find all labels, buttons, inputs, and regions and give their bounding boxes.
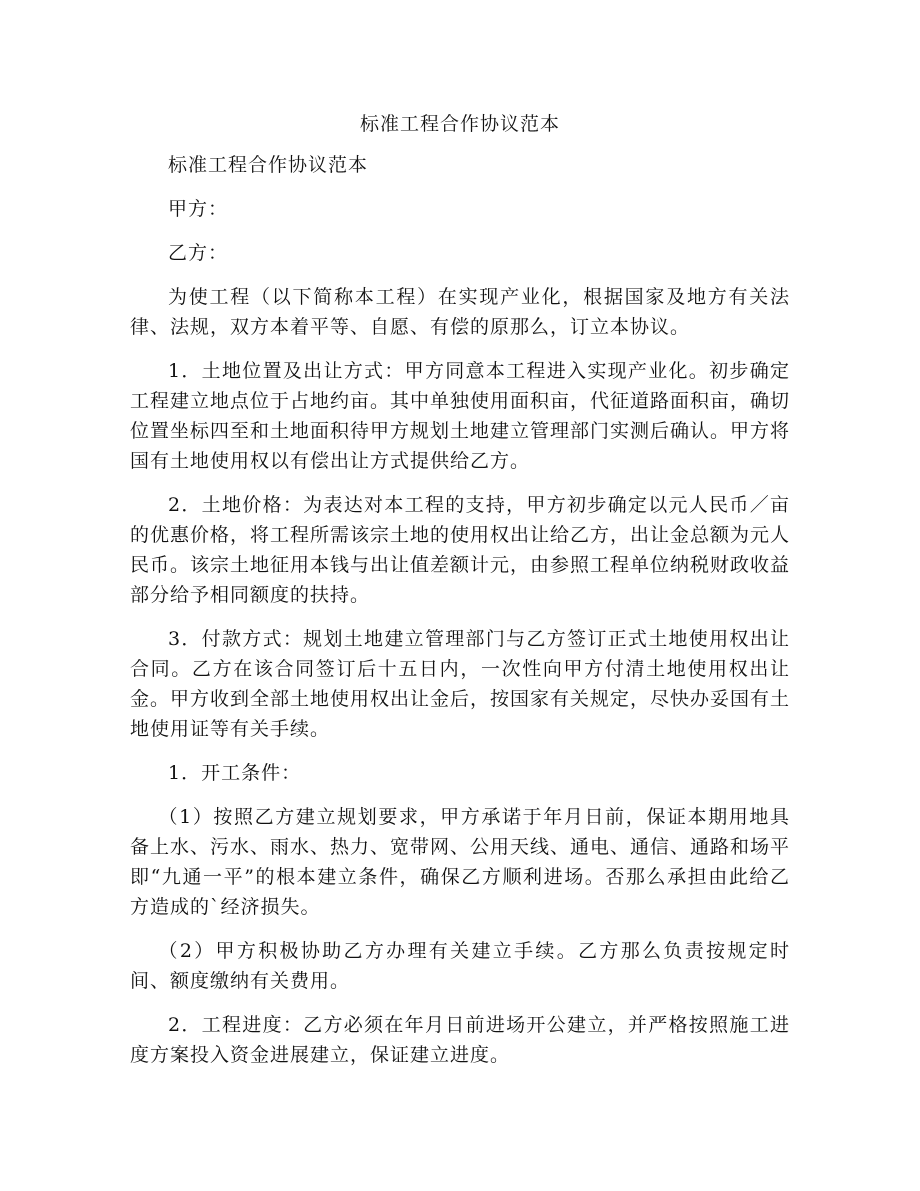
clause-progress: 2．工程进度：乙方必须在年月日前进场开公建立，并严格按照施工进度方案投入资金进展建立，保证建立进度。	[130, 1014, 790, 1066]
clause-payment: 3．付款方式：规划土地建立管理部门与乙方签订正式土地使用权出让合同。乙方在该合同签订后十五日内，一次性向甲方付清土地使用权出让金。甲方收到全部土地使用权出让金后，按国家有关规定，尽快办妥国有土地使用证等有关手续。	[130, 628, 791, 740]
party-a-line: 甲方：	[168, 198, 229, 220]
clause-start-conditions-2: （2）甲方积极协助乙方办理有关建立手续。乙方那么负责按规定时间、额度缴纳有关费用。	[130, 940, 790, 992]
clause-land-price: 2．土地价格：为表达对本工程的支持，甲方初步确定以元人民币／亩的优惠价格，将工程所需该宗土地的使用权出让给乙方，出让金总额为元人民币。该宗土地征用本钱与出让值差额计元，由参照工程单位纳税财政收益部分给予相同额度的扶持。	[130, 494, 791, 606]
clause-start-conditions-1: （1）按照乙方建立规划要求，甲方承诺于年月日前，保证本期用地具备上水、污水、雨水、热力、宽带网、公用天线、通电、通信、通路和场平即“九通一平”的根本建立条件，确保乙方顺利进场。否那么承担由此给乙方造成的`经济损失。	[130, 806, 791, 918]
clause-land-location: 1．土地位置及出让方式：甲方同意本工程进入实现产业化。初步确定工程建立地点位于占地约亩。其中单独使用面积亩，代征道路面积亩，确切位置坐标四至和土地面积待甲方规划土地建立管理部门实测后确认。甲方将国有土地使用权以有偿出让方式提供给乙方。	[130, 360, 791, 472]
party-b-line: 乙方：	[168, 242, 229, 264]
document-title: 标准工程合作协议范本	[359, 113, 560, 135]
subtitle-paragraph: 标准工程合作协议范本	[168, 154, 369, 176]
clause-start-conditions: 1．开工条件：	[168, 762, 302, 784]
document-body	[130, 150, 790, 1084]
intro-paragraph: 为使工程（以下简称本工程）在实现产业化，根据国家及地方有关法律、法规，双方本着平等、自愿、有偿的原那么，订立本协议。	[130, 286, 790, 338]
